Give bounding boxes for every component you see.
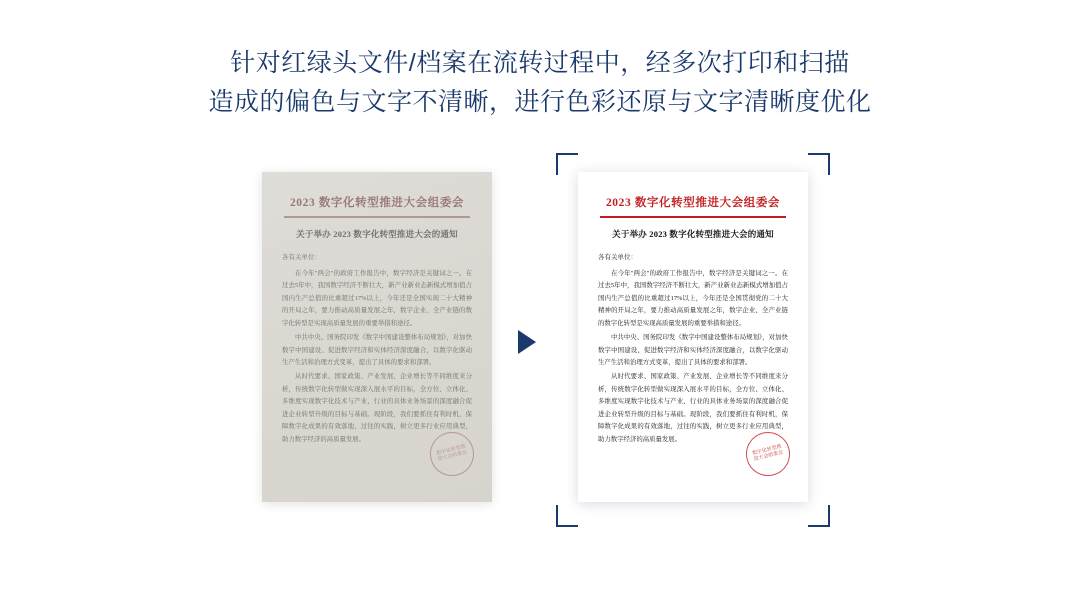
document-subtitle: 关于举办 2023 数字化转型推进大会的通知 — [296, 228, 458, 239]
document-paragraph: 中共中央、国务院印发《数字中国建设整体布局规划》，对加快数字中国建设、促进数字经济和实体经济深度融合，以数字化驱动生产生活和治理方式变革，提出了具体的要求和部署。 — [598, 334, 788, 366]
document-salutation: 各有关单位： — [282, 253, 321, 261]
page-title-line-2: 造成的偏色与文字不清晰，进行色彩还原与文字清晰度优化 — [208, 87, 872, 116]
document-red-rule — [284, 216, 470, 218]
red-seal-text: 数字化转型推进大会组委会 — [751, 444, 784, 463]
red-seal-text: 数字化转型推进大会组委会 — [435, 444, 468, 463]
focus-corner-top-right — [808, 153, 830, 175]
document-paragraph: 从时代要求、国家政策、产业发展、企业增长等不同维度来分析，传统数字化转型做实现深入展水平的目标，全方位、立体化、多维度实现数字化技术与产业、行业的具体业务场景的深度融合促进企业转型升级的目标与基础。现阶段，我们要抓住有利时机，保障数字化成果的有效落地，过往的实践，树立更多行业应用典型，助力数字经济的高质量发展。 — [598, 373, 788, 443]
document-paragraph: 在今年"两会"的政府工作报告中，数字经济是关键词之一。在过去5年中，我国数字经济不断壮大，新产业新业态新模式增加值占国内生产总值的比重超过17%以上，今年还是全国实现二十大精神的开局之年，要力推动高质量发展之年，数字企业、全产业链的数字化转型是实现高质量发展的重要举措和途径。 — [282, 269, 472, 327]
document-before — [262, 172, 492, 502]
document-body — [598, 268, 788, 447]
document-after — [578, 172, 808, 502]
document-red-title: 2023 数字化转型推进大会组委会 — [605, 197, 781, 209]
document-red-title: 2023 数字化转型推进大会组委会 — [289, 197, 465, 209]
document-salutation: 各有关单位： — [598, 253, 637, 261]
document-body — [282, 268, 472, 447]
focus-corner-bottom-left — [556, 505, 578, 527]
document-paragraph: 在今年"两会"的政府工作报告中，数字经济是关键词之一。在过去5年中，我国数字经济不断壮大，新产业新业态新模式增加值占国内生产总值的比重超过17%以上，今年还是全国贯彻党的二十大精神的开局之年，要力推动高质量发展之年，数字企业、全产业链的数字化转型是实现高质量发展的重要举措和途径。 — [598, 269, 788, 327]
page-title — [0, 44, 1080, 122]
document-comparison — [0, 160, 1080, 560]
page-title-line-1: 针对红绿头文件/档案在流转过程中，经多次打印和扫描 — [230, 49, 850, 77]
focus-corner-bottom-right — [808, 505, 830, 527]
document-paragraph: 中共中央、国务院印发《数字中国建设整体布局规划》，对加快数字中国建设、促进数字经济和实体经济深度融合，以数字化驱动生产生活和治理方式变革，提出了具体的要求和部署。 — [282, 334, 472, 366]
arrow-right-icon — [518, 330, 536, 354]
document-paragraph: 从时代要求、国家政策、产业发展、企业增长等不同维度来分析，传统数字化转型做实现深入展水平的目标，全方位、立体化、多维度实现数字化技术与产业、行业的具体业务场景的深度融合促进企业转型升级的目标与基础。现阶段，我们要抓住有利时机，保障数字化成果的有效落地，过往的实践，树立更多行业应用典型，助力数字经济的高质量发展。 — [282, 373, 472, 443]
focus-corner-top-left — [556, 153, 578, 175]
document-subtitle: 关于举办 2023 数字化转型推进大会的通知 — [612, 228, 774, 239]
document-red-rule — [600, 216, 786, 218]
